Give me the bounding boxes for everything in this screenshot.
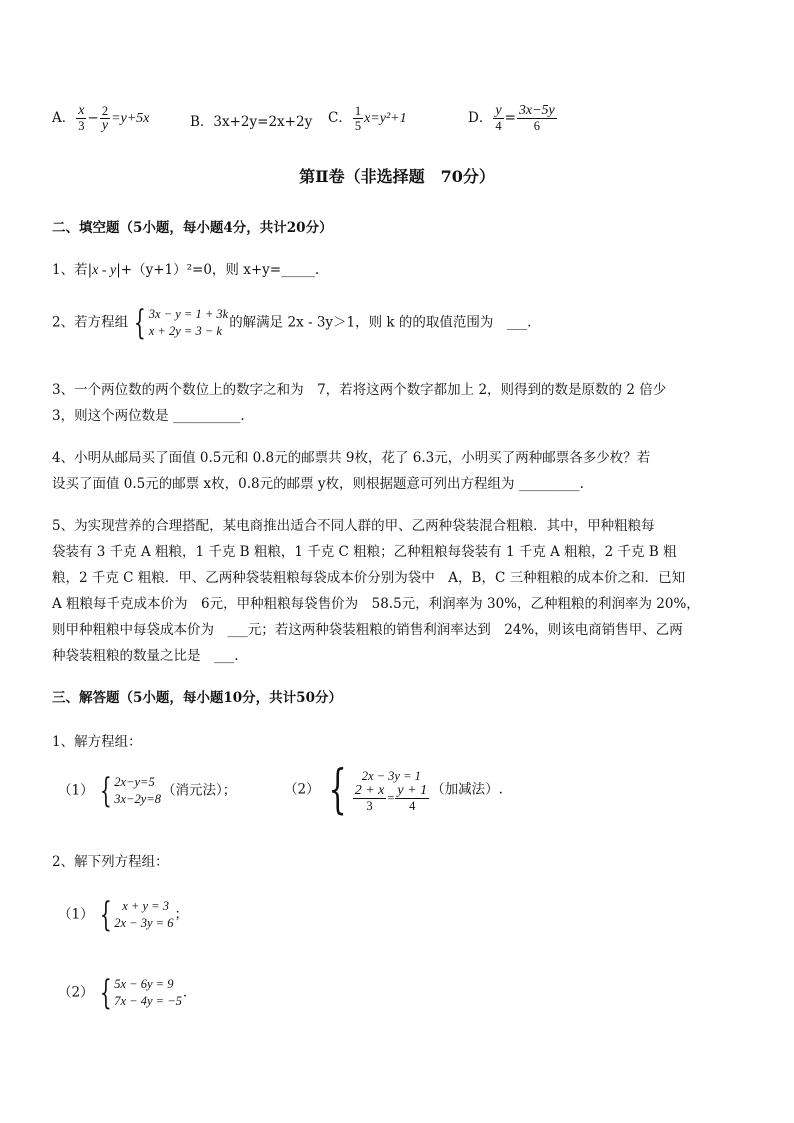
p2-1-equation-system: { x + y = 3 2x − 3y = 6 — [99, 895, 174, 935]
left-brace: { — [133, 303, 146, 343]
option-d-fraction-1: $\frac{y}{4}$ — [495, 103, 502, 133]
section2-title: 第Ⅱ卷（非选择题 70分） — [299, 167, 495, 186]
fill-heading: 二、填空题（5小题，每小题4分，共计20分） — [52, 220, 333, 236]
option-a-rest: =y+5x — [111, 111, 150, 126]
option-a: A． $\frac{x}{3}$ − $\frac{2}{y}$ =y+5x — [52, 103, 150, 133]
q2-equation-system: { 3x − y = 1 + 3k x + 2y = 3 − k — [133, 303, 229, 343]
option-d-fraction-2: $\frac{3x-5y}{6}$ — [518, 103, 555, 133]
left-brace: { — [99, 895, 112, 935]
left-brace: { — [99, 771, 112, 811]
p1-1-equation-system: { 2x−y=5 3x−2y=8 — [99, 771, 161, 811]
fill-question-5-line-5: 则甲种粗粮中每袋成本价为 ___元；若这两种袋装粗粮的销售利润率达到 24%，则该电商销售甲、乙两 — [52, 622, 683, 638]
fill-question-5-line-1: 5、为实现营养的合理搭配，某电商推出适合不同人群的甲、乙两种袋装混合粗粮．其中，甲种粗粮每 — [52, 518, 655, 534]
option-c-label: C． — [328, 110, 352, 126]
problem-1-part-1: （1） { 2x−y=5 3x−2y=8 （消元法）； — [58, 771, 237, 811]
problem-2-title: 2、解下列方程组： — [52, 854, 169, 870]
option-c: C． $\frac{1}{5}$ x=y²+1 — [328, 104, 407, 133]
fill-question-2: 2、若方程组 { 3x − y = 1 + 3k x + 2y = 3 − k 的解满足 2x - 3y＞1，则 k 的的取值范围为 ___. — [52, 303, 532, 343]
option-d: D． $\frac{y}{4}$ = $\frac{3x-5y}{6}$ — [468, 103, 555, 133]
p2-2-equation-system: { 5x − 6y = 9 7x − 4y = −5 — [99, 973, 182, 1013]
problem-1-part-2: （2） { 2x − 3y = 1 $\frac{2 + x}{3}$ = $\frac{y + 1}{4}$ （加减法）. — [284, 760, 503, 820]
solve-heading: 三、解答题（5小题，每小题10分，共计50分） — [52, 690, 342, 706]
fill-question-5-line-2: 袋装有 3 千克 A 粗粮，1 千克 B 粗粮，1 千克 C 粗粮；乙种粗粮每袋装有 1 千克 A 粗粮，2 千克 B 粗 — [52, 544, 677, 560]
fill-question-4-line-1: 4、小明从邮局买了面值 0.5元和 0.8元的邮票共 9枚，花了 6.3元，小明买了两种邮票各多少枚？若 — [52, 450, 651, 466]
problem-2-part-2: （2） { 5x − 6y = 9 7x − 4y = −5 . — [58, 973, 188, 1013]
fill-question-4-line-2: 设买了面值 0.5元的邮票 x枚，0.8元的邮票 y枚，则根据题意可列出方程组为 _________. — [52, 476, 584, 492]
fill-question-1: 1、若|x - y|+（y+1）²=0，则 x+y=_____. — [52, 262, 320, 278]
left-brace: { — [328, 760, 347, 820]
option-a-fraction-2: $\frac{2}{y}$ — [101, 104, 109, 133]
fill-question-3-line-2: 3，则这个两位数是 __________. — [52, 408, 245, 424]
problem-2-part-1: （1） { x + y = 3 2x − 3y = 6 ； — [58, 895, 188, 935]
fill-question-5-line-4: A 粗粮每千克成本价为 6元，甲种粗粮每袋售价为 58.5元，利润率为 30%，乙种粗粮的利润率为 20%， — [52, 596, 700, 612]
p1-2-equation-system: { 2x − 3y = 1 $\frac{2 + x}{3}$ = $\frac{y + 1}{4}$ — [328, 760, 428, 820]
fill-question-5-line-6: 种袋装粗粮的数量之比是 ___. — [52, 648, 239, 664]
left-brace: { — [99, 973, 112, 1013]
option-d-label: D． — [468, 110, 493, 126]
problem-1-title: 1、解方程组： — [52, 734, 142, 750]
option-a-label: A． — [52, 110, 76, 126]
option-c-fraction: $\frac{1}{5}$ — [354, 104, 362, 133]
option-b: B．3x+2y=2x+2y — [190, 114, 313, 130]
option-a-fraction-1: $\frac{x}{3}$ — [78, 103, 85, 133]
fill-question-3-line-1: 3、一个两位数的两个数位上的数字之和为 7，若将这两个数字都加上 2，则得到的数是原数的 2 倍少 — [52, 382, 667, 398]
fill-question-5-line-3: 粮，2 千克 C 粗粮．甲、乙两种袋装粗粮每袋成本价分别为袋中 A，B，C 三种粗粮的成本价之和．已知 — [52, 570, 686, 586]
